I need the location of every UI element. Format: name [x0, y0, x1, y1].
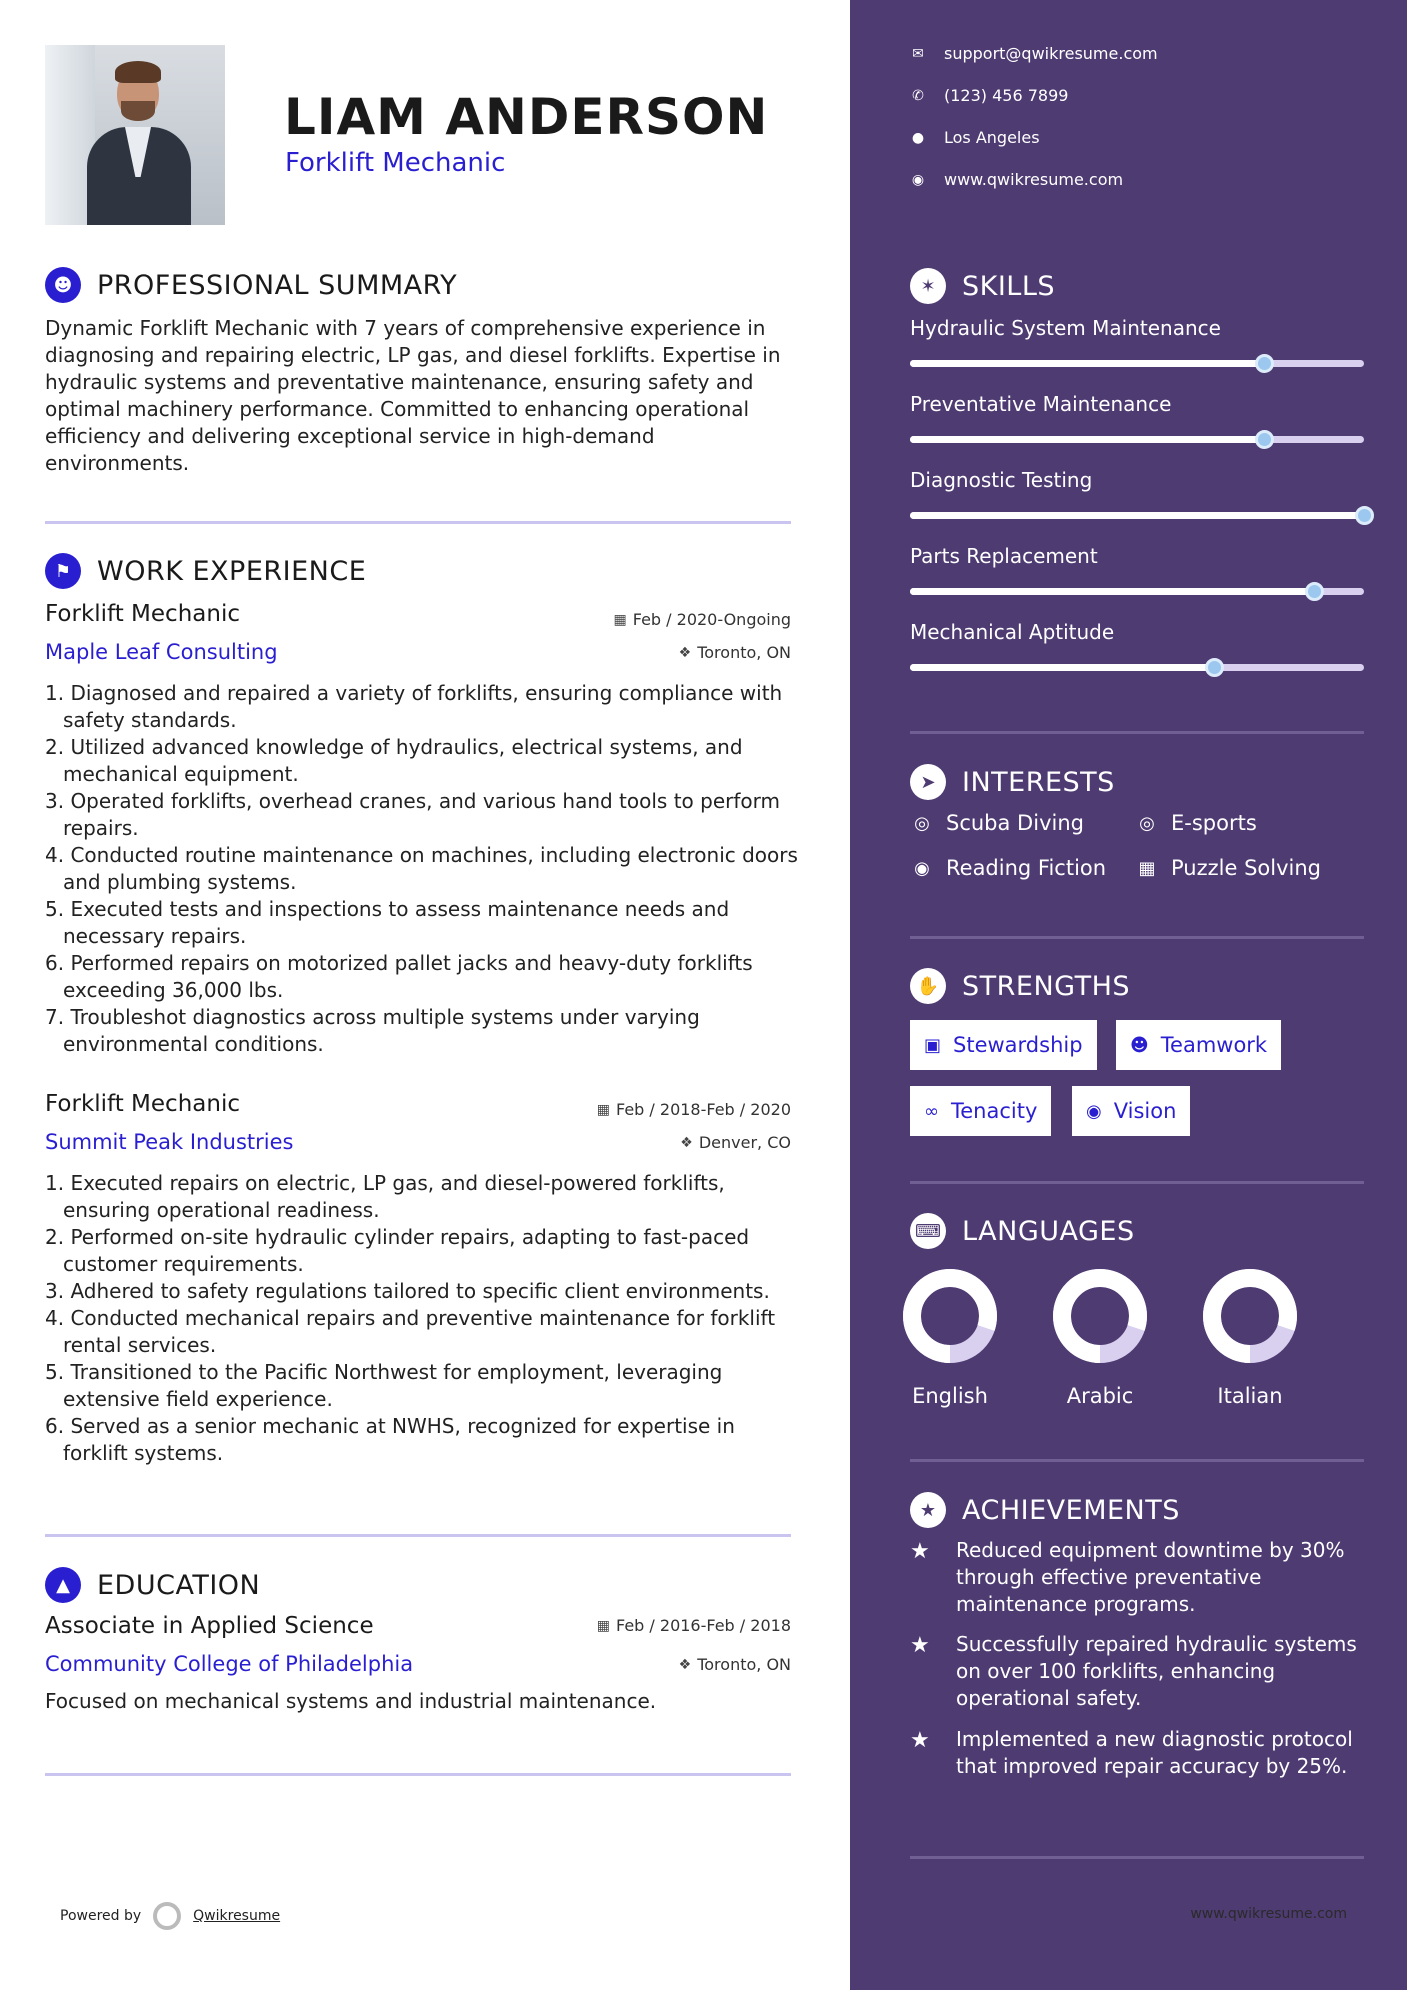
- languages-title: LANGUAGES: [962, 1215, 1135, 1247]
- language-label: Italian: [1217, 1384, 1283, 1408]
- list-item: 2. Utilized advanced knowledge of hydraulics, electrical systems, and mechanical equipment.: [45, 735, 743, 786]
- profile-photo: [45, 45, 225, 225]
- users-icon: ☻: [1130, 1034, 1149, 1056]
- strengths-heading: [910, 968, 1130, 1004]
- skill-name: Diagnostic Testing: [910, 468, 1093, 492]
- graduate-icon: ▲: [45, 1567, 81, 1603]
- pin-icon: ❖: [678, 644, 692, 661]
- language-proficiency-ring: [900, 1266, 1000, 1366]
- skills-heading: [910, 268, 1055, 304]
- job-responsibilities: [45, 680, 805, 1058]
- language-item: [890, 1266, 1010, 1408]
- list-item: 3. Operated forklifts, overhead cranes, and various hand tools to perform repairs.: [45, 789, 780, 840]
- skill-level-knob: [1305, 582, 1324, 601]
- envelope-icon: ✉: [912, 45, 924, 62]
- sidebar: [850, 0, 1407, 1990]
- skill-level-bar: [910, 436, 1364, 443]
- pin-icon: ❖: [678, 1656, 692, 1673]
- job-location: ❖ Toronto, ON: [678, 643, 791, 662]
- strength-badge: ∞ Tenacity: [910, 1086, 1051, 1136]
- globe-icon: ◉: [911, 171, 925, 188]
- achievements-heading: [910, 1492, 1180, 1528]
- contact-website[interactable]: ◉ www.qwikresume.com: [911, 170, 1124, 189]
- education-heading: [45, 1567, 260, 1603]
- list-item: 4. Conducted mechanical repairs and preventive maintenance for forklift rental services.: [45, 1306, 776, 1357]
- achievement-item: ★ Reduced equipment downtime by 30% through effective preventative maintenance programs.: [910, 1538, 1345, 1616]
- skill-level-bar: [910, 512, 1364, 519]
- skill-name: Preventative Maintenance: [910, 392, 1172, 416]
- list-item: 6. Performed repairs on motorized pallet jacks and heavy-duty forklifts exceeding 36,000 lbs.: [45, 951, 753, 1002]
- list-item: 1. Diagnosed and repaired a variety of forklifts, ensuring compliance with safety standards.: [45, 681, 783, 732]
- language-item: [1190, 1266, 1310, 1408]
- skill-level-bar: [910, 588, 1364, 595]
- strength-badge: ▣ Stewardship: [910, 1020, 1097, 1070]
- job-company: Maple Leaf Consulting: [45, 640, 278, 664]
- language-icon: ⌨: [910, 1213, 946, 1249]
- skill-level-fill: [910, 512, 1364, 519]
- skill-level-bar: [910, 664, 1364, 671]
- skill-name: Mechanical Aptitude: [910, 620, 1115, 644]
- phone-icon: ✆: [912, 87, 924, 104]
- candidate-role: Forklift Mechanic: [285, 148, 506, 178]
- experience-heading: [45, 553, 366, 589]
- education-title: EDUCATION: [97, 1569, 261, 1601]
- languages-heading: [910, 1213, 1135, 1249]
- experience-title: WORK EXPERIENCE: [97, 555, 367, 587]
- lifebuoy-icon: ◎: [1139, 812, 1155, 834]
- skill-level-fill: [910, 360, 1264, 367]
- summary-text: Dynamic Forklift Mechanic with 7 years of comprehensive experience in diagnosing and repairing electric, LP gas, and diesel forklifts. Expertise in hydraulic systems and preventative maintenance, ensuring safety and optimal machinery performance. Committed to enhancing operational efficiency and delivering exceptional service in high-demand environments.: [45, 316, 781, 475]
- interest-item: ◉ Reading Fiction: [910, 856, 1106, 880]
- strengths-title: STRENGTHS: [962, 970, 1131, 1002]
- list-item: 2. Performed on-site hydraulic cylinder repairs, adapting to fast-paced customer requirements.: [45, 1225, 750, 1276]
- powered-by: [60, 1902, 280, 1930]
- interest-item: ▦ Puzzle Solving: [1135, 856, 1321, 880]
- contact-phone[interactable]: ✆ (123) 456 7899: [910, 86, 1068, 105]
- achievement-item: ★ Successfully repaired hydraulic systems on over 100 forklifts, enhancing operational safety.: [910, 1632, 1357, 1710]
- job-responsibilities: [45, 1170, 805, 1467]
- degree-title: Associate in Applied Science: [45, 1613, 374, 1639]
- powered-by-label: Powered by: [60, 1908, 142, 1924]
- shooting-star-icon: ★: [910, 1728, 930, 1753]
- divider: [45, 521, 791, 524]
- education-location: ❖ Toronto, ON: [678, 1655, 791, 1674]
- list-item: 3. Adhered to safety regulations tailored to specific client environments.: [45, 1279, 770, 1303]
- briefcase-icon: ▣: [924, 1034, 942, 1056]
- strength-badge: ◉ Vision: [1072, 1086, 1190, 1136]
- skill-level-knob: [1205, 658, 1224, 677]
- calendar-icon: ▦: [596, 1101, 610, 1118]
- fist-icon: ✋: [910, 968, 946, 1004]
- calendar-icon: ▦: [596, 1617, 610, 1634]
- skill-level-fill: [910, 588, 1314, 595]
- divider: [910, 1181, 1364, 1184]
- language-label: Arabic: [1066, 1384, 1134, 1408]
- job-title: Forklift Mechanic: [45, 601, 240, 627]
- school-name: Community College of Philadelphia: [45, 1652, 414, 1676]
- language-proficiency-ring: [1050, 1266, 1150, 1366]
- job-dates: ▦ Feb / 2018-Feb / 2020: [596, 1100, 791, 1119]
- education-dates: ▦ Feb / 2016-Feb / 2018: [596, 1616, 791, 1635]
- achievements-title: ACHIEVEMENTS: [962, 1494, 1180, 1526]
- divider: [910, 1459, 1364, 1462]
- job-title: Forklift Mechanic: [45, 1091, 240, 1117]
- job-company: Summit Peak Industries: [45, 1130, 294, 1154]
- lightbulb-icon: ✶: [910, 268, 946, 304]
- interests-title: INTERESTS: [962, 766, 1115, 798]
- interest-item: ◎ E-sports: [1135, 811, 1257, 835]
- list-item: 5. Transitioned to the Pacific Northwest for employment, leveraging extensive field experience.: [45, 1360, 723, 1411]
- list-item: 6. Served as a senior mechanic at NWHS, recognized for expertise in forklift systems.: [45, 1414, 735, 1465]
- divider: [910, 1856, 1364, 1859]
- divider: [910, 731, 1364, 734]
- skill-level-bar: [910, 360, 1364, 367]
- job-location: ❖ Denver, CO: [680, 1133, 791, 1152]
- contact-location: ● Los Angeles: [911, 128, 1040, 147]
- candidate-name: LIAM ANDERSON: [284, 88, 769, 146]
- skill-level-knob: [1255, 354, 1274, 373]
- language-proficiency-ring: [1200, 1266, 1300, 1366]
- summary-title: PROFESSIONAL SUMMARY: [97, 269, 458, 301]
- star-badge-icon: ★: [910, 1492, 946, 1528]
- paper-plane-icon: ➤: [910, 764, 946, 800]
- list-item: 7. Troubleshot diagnostics across multiple systems under varying environmental conditions.: [45, 1005, 700, 1056]
- link-icon: ∞: [924, 1100, 939, 1122]
- interests-heading: [910, 764, 1115, 800]
- education-description: Focused on mechanical systems and industrial maintenance.: [45, 1689, 657, 1713]
- qwikresume-link[interactable]: Qwikresume: [193, 1908, 281, 1924]
- list-item: 4. Conducted routine maintenance on machines, including electronic doors and plumbing systems.: [45, 843, 798, 894]
- binoculars-icon: ◉: [1086, 1100, 1102, 1122]
- skill-name: Parts Replacement: [910, 544, 1098, 568]
- skill-level-knob: [1355, 506, 1374, 525]
- qwikresume-logo: [153, 1902, 181, 1930]
- shooting-star-icon: ★: [910, 1539, 930, 1564]
- skill-level-knob: [1255, 430, 1274, 449]
- contact-email[interactable]: ✉ support@qwikresume.com: [910, 44, 1158, 63]
- calendar-icon: ▦: [613, 611, 627, 628]
- chair-icon: ⚑: [45, 553, 81, 589]
- shooting-star-icon: ★: [910, 1633, 930, 1658]
- achievement-item: ★ Implemented a new diagnostic protocol that improved repair accuracy by 25%.: [910, 1727, 1353, 1778]
- list-item: 1. Executed repairs on electric, LP gas, and diesel-powered forklifts, ensuring operational readiness.: [45, 1171, 725, 1222]
- summary-heading: [45, 267, 457, 303]
- divider: [910, 936, 1364, 939]
- map-marker-icon: ●: [911, 129, 925, 146]
- lifebuoy-icon: ◎: [914, 812, 930, 834]
- divider: [45, 1773, 791, 1776]
- language-label: English: [912, 1384, 988, 1408]
- footer-website[interactable]: www.qwikresume.com: [1190, 1906, 1347, 1922]
- language-item: [1040, 1266, 1160, 1408]
- pin-icon: ❖: [680, 1134, 693, 1151]
- job-dates: ▦ Feb / 2020-Ongoing: [613, 610, 791, 629]
- skills-title: SKILLS: [962, 270, 1056, 302]
- strength-badge: ☻ Teamwork: [1116, 1020, 1281, 1070]
- skill-level-fill: [910, 436, 1264, 443]
- gamepad-icon: ◉: [914, 857, 930, 879]
- divider: [45, 1534, 791, 1537]
- book-icon: ▦: [1138, 857, 1156, 879]
- interest-item: ◎ Scuba Diving: [910, 811, 1084, 835]
- user-icon: ☻: [45, 267, 81, 303]
- list-item: 5. Executed tests and inspections to assess maintenance needs and necessary repairs.: [45, 897, 730, 948]
- skill-level-fill: [910, 664, 1214, 671]
- skill-name: Hydraulic System Maintenance: [910, 316, 1221, 340]
